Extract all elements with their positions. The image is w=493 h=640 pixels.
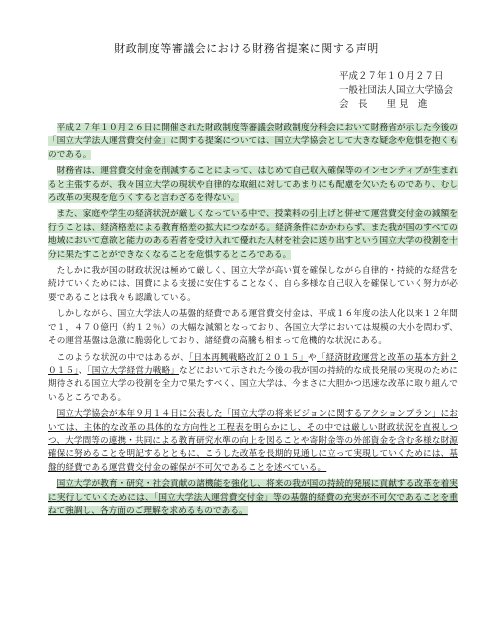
document-date: 平成２７年１０月２７日 xyxy=(338,71,444,82)
paragraph-text: たしかに我が国の財政状況は極めて厳しく、国立大学が高い質を確保しながら自律的・持続的な経営を続けていくためには、国費による支援に安住することなく、自ら多様な自己収入を確保していく努力が必要であることは我々も認識している。 xyxy=(48,266,458,303)
signer-name: 会 長 里 見 進 xyxy=(338,99,428,110)
document-title: 財政制度等審議会における財務省提案に関する声明 xyxy=(114,42,379,55)
statement-paragraph xyxy=(48,122,458,162)
paragraph-text: しかしながら、国立大学法人の基盤的経費である運営費交付金は、平成１６年度の法人化以来１２年間で１，４７０億円（約１２％）の大幅な減額となっており、各国立大学においては規模の大小を問わず、その運営基盤は急激に脆弱化しており、諸経費の高騰も相まって危機的な状況にある。 xyxy=(48,309,458,347)
paragraph-text: 国立大学が教育・研究・社会貢献の諸機能を強化し、将来の我が国の持続的発展に貢献する改革を着実に実行していくためには、「国立大学法人運営費交付金」等の基盤的経費の充実が不可欠であることを重ねて強調し、各方面のご理解を求めるものである。 xyxy=(48,479,458,516)
paragraph-text: 財務省は、運営費交付金を削減することによって、はじめて自己収入確保等のインセンティブが生まれると主張するが、我々国立大学の現状や自律的な取組に対してあまりにも配慮を欠いたものであり、むしろ改革の実現を危うくすると言わざるを得ない。 xyxy=(48,166,458,204)
statement-paragraph xyxy=(48,408,458,475)
statement-body xyxy=(48,122,458,521)
paragraph-text: 、 xyxy=(78,365,88,376)
paragraph-text: 国立大学協会が本年９月１４日に公表した「国立大学の将来ビジョンに関するアクションプラン」においては、主体的な改革の具体的な方向性と工程表を明らかにし、その中では厳しい財政状況を直視しつつ、大学間等の連携・共同による教育研究水準の向上を図ることや寄附金等の外部資金を含む多様な財源確保に努めることを明記するとともに、こうした改革を長期的見通しに立って実現していくためには、基盤的経費である運営費交付金の確保が不可欠であることを述べている。 xyxy=(48,409,458,473)
statement-paragraph xyxy=(48,352,458,406)
paragraph-text: 「国立大学経営力戦略」 xyxy=(87,365,179,376)
paragraph-text: 平成２７年１０月２６日に開催された財政制度等審議会財政制度分科会において財務省が示した今後の「国立大学法人運営費交付金」に関する提案については、国立大学協会として大きな疑念や危惧を抱くものである。 xyxy=(48,123,458,160)
statement-paragraph xyxy=(48,208,458,262)
statement-paragraph xyxy=(48,308,458,348)
paragraph-text: また、家庭や学生の経済状況が厳しくなっている中で、授業料の引上げと併せて運営費交付金の減額を行うことは、経済格差による教育格差の拡大につながる。経済条件にかかわらず、また我が国のすべての地域において意欲と能力のある若者を受け入れて優れた人材を社会に送り出すという国立大学の役割を十分に果たすことができなくなることを危惧するところである。 xyxy=(48,209,458,260)
paragraph-text: 「経済財政運営と改革の基本方針２０１５」 xyxy=(48,352,458,376)
paragraph-text: などにおいて示された今後の我が国の持続的な成長発展の実現のために期待される国立大学の役割を全力で果たすべく、国立大学は、今まさに大胆かつ迅速な改革に取り組んでいるところである。 xyxy=(48,365,459,403)
paragraph-text: 「日本再興戦略改訂２０１５」 xyxy=(188,352,309,363)
statement-paragraph xyxy=(48,165,458,205)
organization-name: 一般社団法人国立大学協会 xyxy=(338,85,453,96)
paragraph-text: や xyxy=(308,352,317,363)
paragraph-text: このような状況の中ではあるが、 xyxy=(56,352,189,363)
statement-paragraph xyxy=(48,265,458,305)
statement-paragraph xyxy=(48,478,458,518)
document-meta xyxy=(339,70,453,112)
